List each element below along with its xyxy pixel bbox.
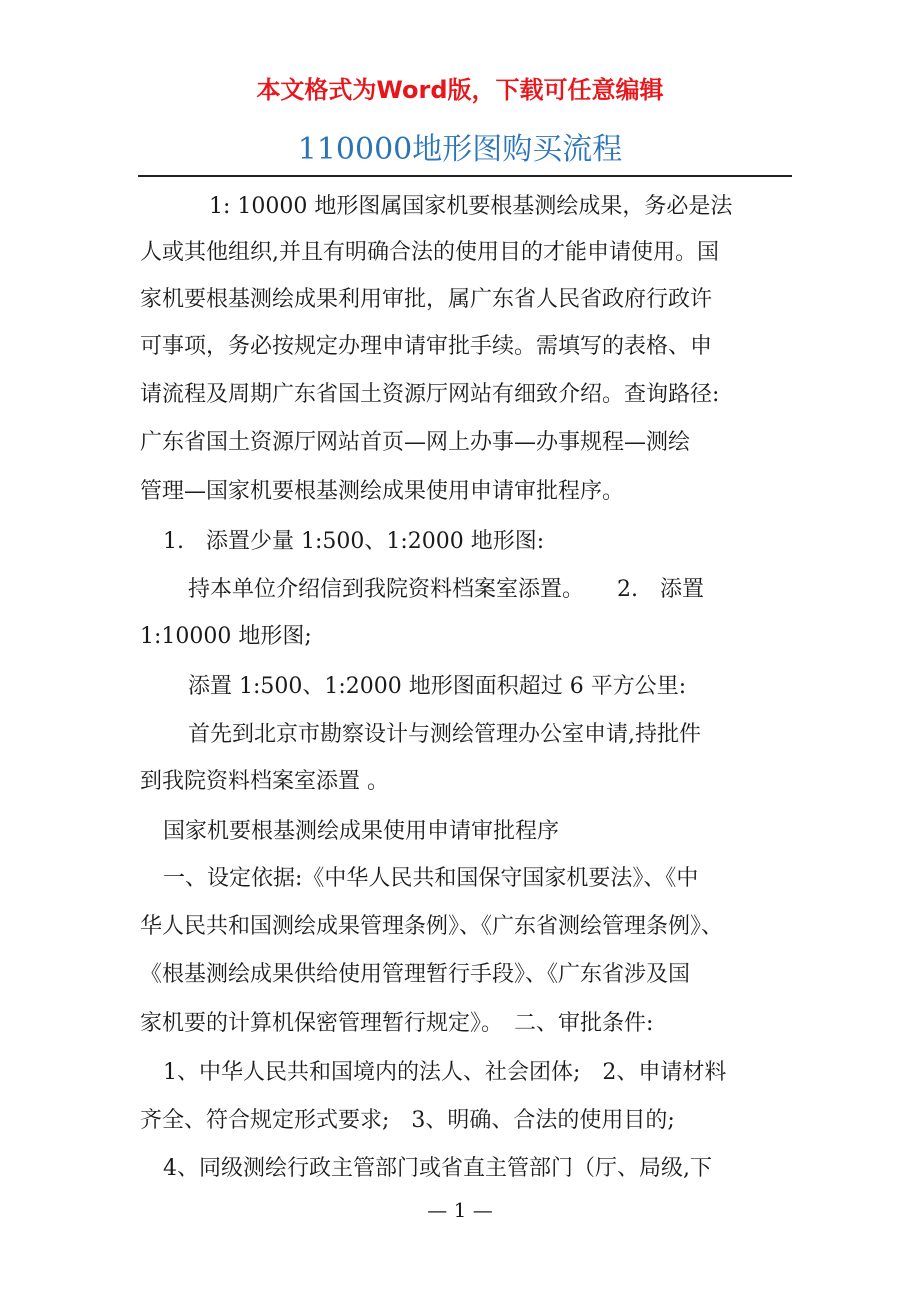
body-line: 管理—国家机要根基测绘成果使用申请审批程序。 bbox=[140, 479, 625, 504]
document-title: 110000地形图购买流程 bbox=[297, 132, 623, 167]
body-line: 家机要的计算机保密管理暂行规定》。 二、审批条件: bbox=[140, 1011, 654, 1036]
page-number: — 1 — bbox=[427, 1198, 493, 1222]
body-line: 4、同级测绘行政主管部门或省直主管部门（厅、局级,下 bbox=[163, 1156, 712, 1181]
body-line: 广东省国土资源厅网站首页—网上办事—办事规程—测绘 bbox=[140, 430, 691, 455]
body-line: 到我院资料档案室添置 。 bbox=[140, 769, 389, 794]
body-line: 可事项，务必按规定办理申请审批手续。需填写的表格、申 bbox=[140, 334, 713, 359]
body-line: 持本单位介绍信到我院资料档案室添置。 2. 添置 bbox=[188, 577, 704, 602]
body-line: 齐全、符合规定形式要求; 3、明确、合法的使用目的; bbox=[140, 1108, 675, 1133]
body-line: 请流程及周期广东省国土资源厅网站有细致介绍。查询路径: bbox=[140, 382, 720, 407]
body-line: 1、中华人民共和国境内的法人、社会团体; 2、申请材料 bbox=[163, 1060, 727, 1085]
body-line: 1. 添置少量 1:500、1:2000 地形图: bbox=[163, 529, 545, 554]
body-line: 首先到北京市勘察设计与测绘管理办公室申请,持批件 bbox=[188, 722, 701, 747]
body-line: 1:10000 地形图; bbox=[140, 624, 312, 649]
body-line: 1: 10000 地形图属国家机要根基测绘成果，务必是法 bbox=[209, 194, 733, 219]
title-divider bbox=[138, 175, 792, 177]
body-line: 国家机要根基测绘成果使用申请审批程序 bbox=[163, 819, 560, 844]
body-line: 《根基测绘成果供给使用管理暂行手段》、《广东省涉及国 bbox=[140, 962, 691, 987]
body-line: 华人民共和国测绘成果管理条例》、《广东省测绘管理条例》、 bbox=[140, 914, 724, 939]
body-line: 人或其他组织,并且有明确合法的使用目的才能申请使用。国 bbox=[140, 240, 719, 265]
body-line: 一、设定依据:《中华人民共和国保守国家机要法》、《中 bbox=[163, 866, 699, 891]
body-line: 添置 1:500、1:2000 地形图面积超过 6 平方公里: bbox=[188, 674, 687, 699]
header-banner: 本文格式为Word版，下载可任意编辑 bbox=[256, 76, 664, 104]
body-line: 家机要根基测绘成果利用审批，属广东省人民省政府行政许 bbox=[140, 287, 713, 312]
